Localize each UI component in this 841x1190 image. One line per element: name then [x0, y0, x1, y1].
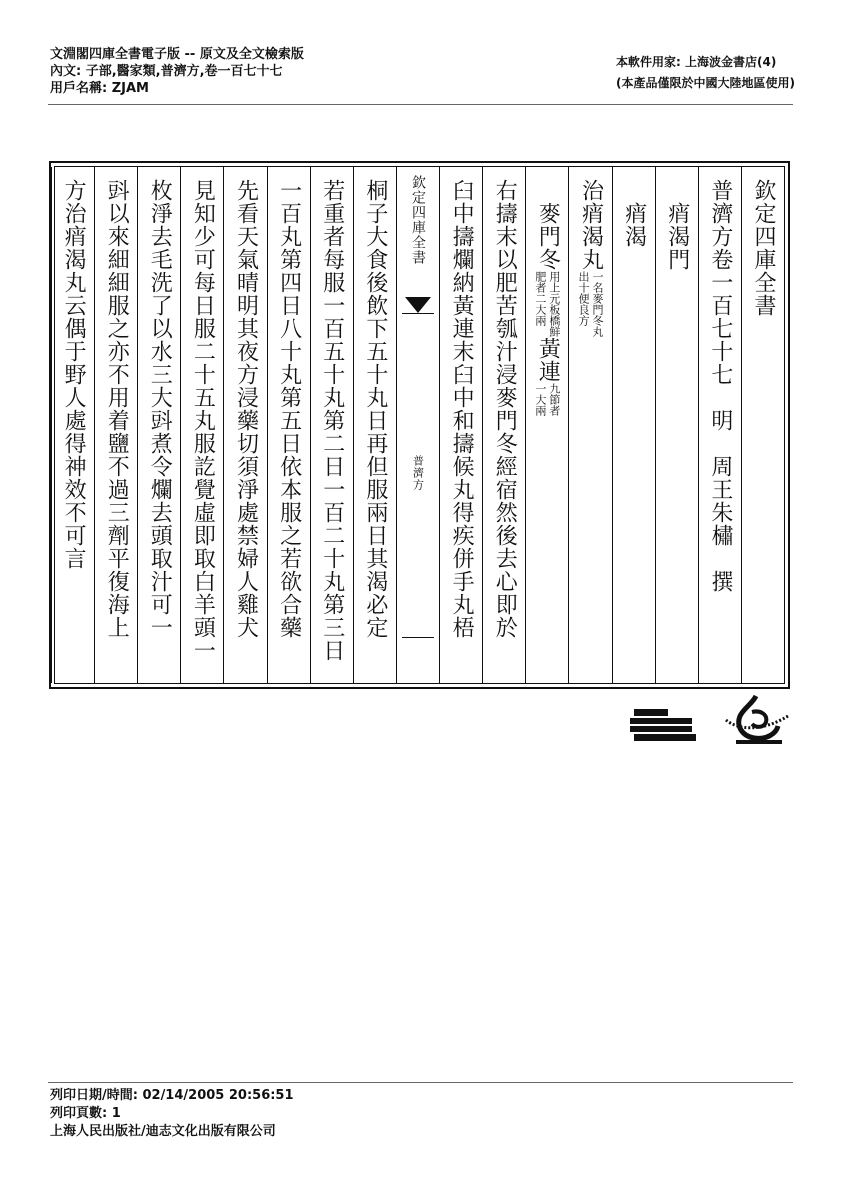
column-main-text: 若重者每服一百五十丸第二日一百二十丸第三日	[319, 179, 345, 662]
column-main-text: 桐子大食後飲下五十丸日再但服兩日其渴必定	[362, 179, 388, 639]
annotation-line: 肥者二大兩	[533, 271, 547, 326]
text-column	[223, 167, 266, 683]
footer-page-count: 列印頁數: 1	[50, 1106, 121, 1121]
column-main-text: 先看天氣晴明其夜方浸藥切須淨處禁婦人雞犬	[233, 179, 259, 639]
fold-book-title: 普濟方	[411, 455, 425, 491]
text-column	[439, 167, 482, 683]
column-text-run	[268, 179, 310, 639]
header-left	[50, 46, 304, 97]
text-column	[94, 167, 137, 683]
footer-publisher: 上海人民出版社/迪志文化出版有限公司	[50, 1124, 276, 1139]
column-main-text: 方治痟渴丸云偶于野人處得神效不可言	[61, 179, 87, 570]
text-columns	[54, 166, 785, 684]
publisher-wordmark-logo	[628, 705, 698, 743]
text-column	[655, 167, 698, 683]
column-text-run	[526, 179, 568, 416]
column-text-run	[742, 179, 784, 317]
text-column	[482, 167, 525, 683]
text-column	[698, 167, 741, 683]
column-main-text: 右擣末以肥苦瓠汁浸麥門冬經宿然後去心即於	[492, 179, 518, 639]
column-annotation	[577, 271, 604, 337]
fold-rule	[402, 313, 434, 314]
column-text-run	[569, 179, 611, 337]
column-text-run	[311, 179, 353, 662]
column-text-run	[440, 179, 482, 639]
annotation-line: 一名麥門冬丸	[590, 271, 604, 337]
annotation-line: 九節者	[547, 383, 561, 416]
column-annotation	[534, 271, 561, 337]
text-column	[310, 167, 353, 683]
column-text-run	[613, 179, 655, 248]
column-text-run	[699, 179, 741, 593]
text-column	[137, 167, 180, 683]
column-main-text: 欽定四庫全書	[750, 179, 776, 317]
header-title: 文淵閣四庫全書電子版 -- 原文及全文檢索版	[50, 47, 304, 62]
fold-fish-tail-mark	[405, 297, 431, 313]
column-main-text: 麥門冬	[535, 179, 561, 271]
header-licensee: 本軟件用家: 上海波金書店(4)	[616, 55, 777, 69]
text-column	[525, 167, 568, 683]
text-column	[568, 167, 611, 683]
column-main-text: 痟渴門	[664, 179, 690, 271]
footer-print-datetime: 列印日期/時間: 02/14/2005 20:56:51	[50, 1088, 294, 1103]
page-frame	[49, 161, 790, 689]
text-column	[267, 167, 310, 683]
header-right	[616, 52, 795, 94]
text-column	[353, 167, 396, 683]
text-column	[612, 167, 655, 683]
column-main-text: 臼中擣爛納黃連末臼中和擣候丸得疾併手丸梧	[449, 179, 475, 639]
annotation-line: 一大兩	[533, 383, 547, 416]
column-text-run	[224, 179, 266, 639]
column-main-text: 㪷以來細細服之亦不用着鹽不過三劑平復海上	[104, 179, 130, 639]
annotation-line: 出十便良方	[576, 271, 590, 326]
column-text-run	[656, 179, 698, 271]
column-main-text: 見知少可每日服二十五丸服訖覺虛即取白羊頭一	[190, 179, 216, 662]
footer-divider	[48, 1082, 793, 1083]
column-text-run	[52, 179, 94, 570]
fold-title: 欽定四庫全書	[410, 175, 426, 265]
column-text-run	[95, 179, 137, 639]
column-main-text: 普濟方卷一百七十七 明 周王朱橚 撰	[707, 179, 733, 593]
column-main-text: 痟渴	[621, 179, 647, 248]
column-main-text: 枚淨去毛洗了以水三大㪷煮令爛去頭取汁可一	[147, 179, 173, 639]
header-divider	[48, 104, 793, 105]
header-region-note: (本產品僅限於中國大陸地區使用)	[616, 76, 795, 90]
header-content-path: 內文: 子部,醫家類,普濟方,卷一百七十七	[50, 64, 283, 79]
column-annotation	[534, 383, 561, 416]
text-column	[741, 167, 784, 683]
column-text-run	[181, 179, 223, 662]
column-text-run	[483, 179, 525, 639]
header-username: 用戶名稱: ZJAM	[50, 81, 149, 96]
text-column	[180, 167, 223, 683]
column-main-text: 一百丸第四日八十丸第五日依本服之若欲合藥	[276, 179, 302, 639]
column-main-text: 治痟渴丸	[578, 179, 604, 271]
column-main-text: 黃連	[535, 337, 561, 383]
text-column	[51, 167, 94, 683]
fold-column	[396, 167, 439, 683]
footer	[50, 1087, 294, 1141]
fold-rule	[402, 637, 434, 638]
column-text-run	[138, 179, 180, 639]
annotation-line: 用上元板橋鮮	[547, 271, 561, 337]
column-text-run	[354, 179, 396, 639]
publisher-seal-logo	[722, 690, 792, 750]
